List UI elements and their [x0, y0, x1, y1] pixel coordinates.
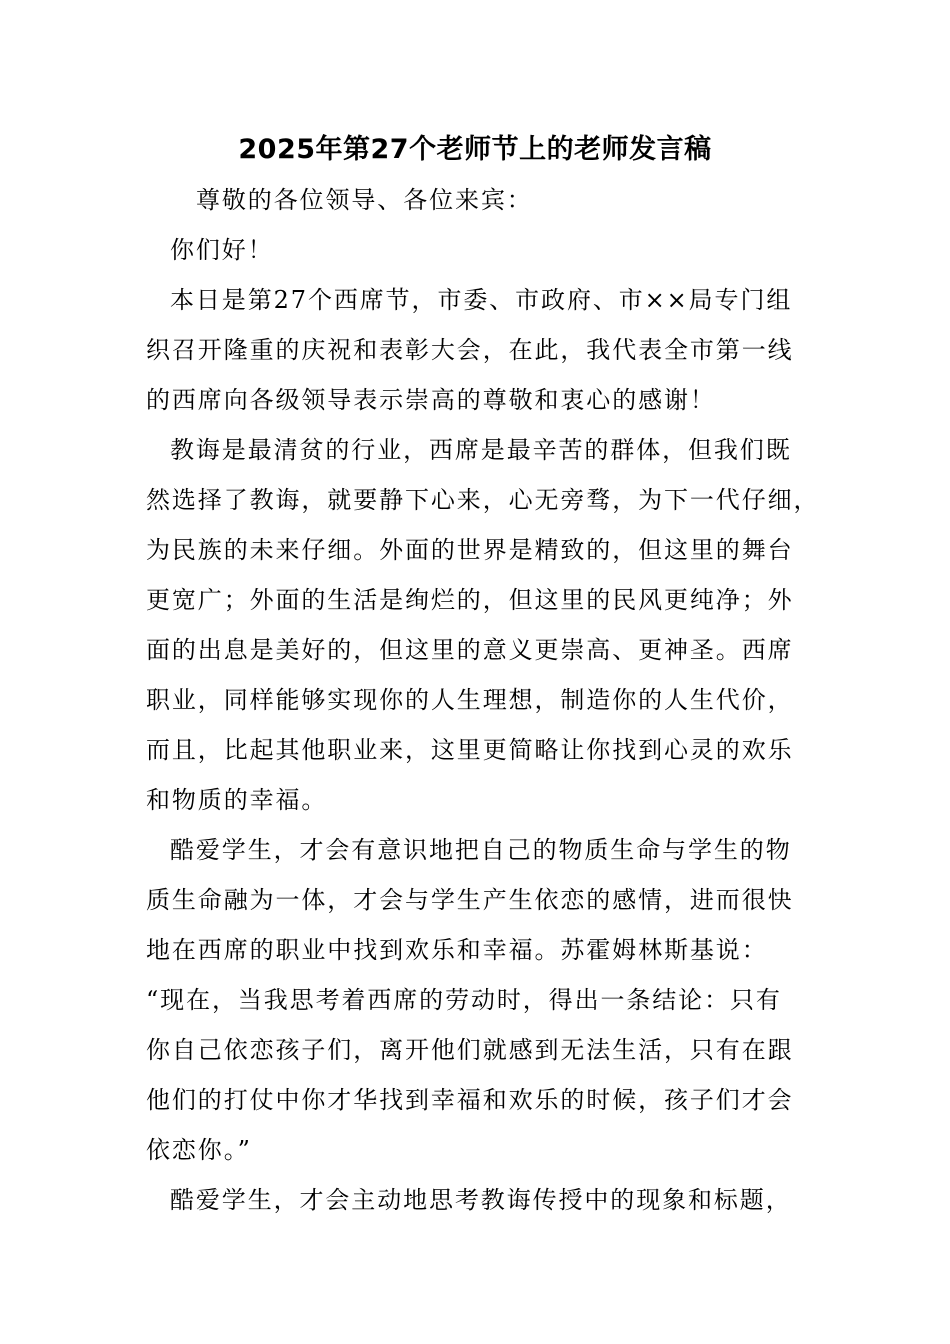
- paragraph-line: 依恋你。”: [146, 1136, 252, 1164]
- paragraph-line: 职业，同样能够实现你的人生理想，制造你的人生代价，: [146, 686, 794, 714]
- paragraph-line: 然选择了教诲，就要静下心来，心无旁骛，为下一代仔细，: [146, 486, 820, 514]
- paragraph-line: 本日是第27个西席节，市委、市政府、市××局专门组: [170, 286, 793, 314]
- paragraph-line: 酷爱学生，才会主动地思考教诲传授中的现象和标题，: [170, 1186, 792, 1214]
- greeting: 你们好！: [170, 236, 274, 264]
- paragraph-line: 面的出息是美好的，但这里的意义更崇高、更神圣。西席: [146, 636, 794, 664]
- paragraph-line: 和物质的幸福。: [146, 786, 328, 814]
- paragraph-line: 教诲是最清贫的行业，西席是最辛苦的群体，但我们既: [170, 436, 792, 464]
- paragraph-line: 他们的打仗中你才华找到幸福和欢乐的时候，孩子们才会: [146, 1086, 794, 1114]
- paragraph-line: 而且，比起其他职业来，这里更简略让你找到心灵的欢乐: [146, 736, 794, 764]
- paragraph-line: 的西席向各级领导表示崇高的尊敬和衷心的感谢！: [146, 386, 716, 414]
- paragraph-line: 为民族的未来仔细。外面的世界是精致的，但这里的舞台: [146, 536, 794, 564]
- paragraph-line: 织召开隆重的庆祝和表彰大会，在此，我代表全市第一线: [146, 336, 794, 364]
- paragraph-line: 地在西席的职业中找到欢乐和幸福。苏霍姆林斯基说：: [146, 936, 768, 964]
- paragraph-line: 质生命融为一体，才会与学生产生依恋的感情，进而很快: [146, 886, 794, 914]
- paragraph-line: 更宽广；外面的生活是绚烂的，但这里的民风更纯净；外: [146, 586, 794, 614]
- document-title: 2025年第27个老师节上的老师发言稿: [238, 134, 712, 165]
- salutation: 尊敬的各位领导、各位来宾：: [196, 186, 533, 214]
- paragraph-line: 酷爱学生，才会有意识地把自己的物质生命与学生的物: [170, 836, 792, 864]
- paragraph-line: “现在，当我思考着西席的劳动时，得出一条结论：只有: [146, 986, 782, 1014]
- paragraph-line: 你自己依恋孩子们，离开他们就感到无法生活，只有在跟: [146, 1036, 794, 1064]
